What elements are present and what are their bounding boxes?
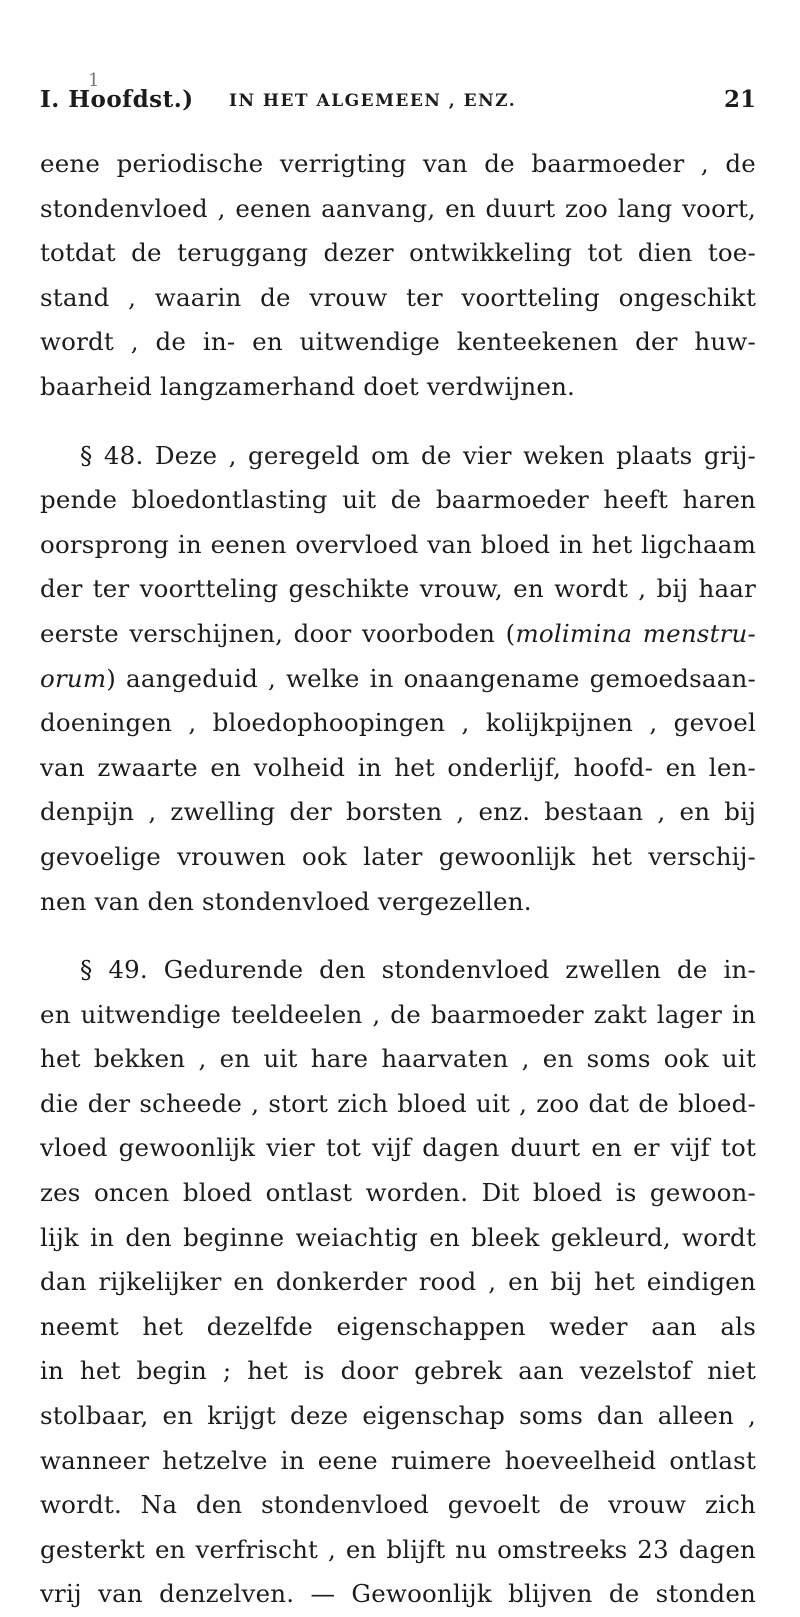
- text-line: en uitwendige teeldeelen , de baarmoeder zakt lager in: [40, 999, 756, 1029]
- page-number: 21: [723, 86, 756, 113]
- text-line: vrij van denzelven. — Gewoonlijk blijven de stonden: [40, 1579, 756, 1609]
- body-text: [40, 142, 756, 1617]
- text-line: wordt , de in- en uitwendige kenteekenen der huw-: [40, 327, 756, 357]
- text-line: § 48. Deze , geregeld om de vier weken plaats grij-: [80, 440, 756, 470]
- chapter-label: I. Hoofdst.): [40, 86, 194, 113]
- text-line: orum) aangeduid , welke in onaangename gemoedsaan-: [40, 663, 756, 693]
- text-line: eerste verschijnen, door voorboden (molimina menstru-: [40, 618, 756, 648]
- text-line: stondenvloed , eenen aanvang, en duurt zoo lang voort,: [40, 193, 756, 223]
- text-line: in het begin ; het is door gebrek aan vezelstof niet: [40, 1356, 756, 1386]
- running-title: IN HET ALGEMEEN , ENZ.: [229, 91, 517, 111]
- text-line: doeningen , bloedophoopingen , kolijkpijnen , gevoel: [40, 708, 756, 738]
- text-line: zes oncen bloed ontlast worden. Dit bloed is gewoon-: [40, 1178, 756, 1208]
- text-line: totdat de teruggang dezer ontwikkeling tot dien toe-: [40, 238, 756, 268]
- text-line: nen van den stondenvloed vergezellen.: [40, 886, 532, 916]
- text-line: baarheid langzamerhand doet verdwijnen.: [40, 371, 576, 401]
- paragraph: [40, 434, 756, 925]
- running-header: [40, 86, 756, 120]
- text-line: stolbaar, en krijgt deze eigenschap soms dan alleen ,: [40, 1401, 756, 1431]
- text-line: denpijn , zwelling der borsten , enz. bestaan , en bij: [40, 797, 756, 827]
- printer-mark: 1: [88, 70, 100, 91]
- text-line: van zwaarte en volheid in het onderlijf, hoofd- en len-: [40, 752, 756, 782]
- text-line: dan rijkelijker en donkerder rood , en bij het eindigen: [40, 1267, 756, 1297]
- text-line: het bekken , en uit hare haarvaten , en soms ook uit: [40, 1044, 756, 1074]
- text-line: gesterkt en verfrischt , en blijft nu omstreeks 23 dagen: [40, 1534, 756, 1564]
- text-line: oorsprong in eenen overvloed van bloed in het ligchaam: [40, 529, 756, 559]
- text-line: lijk in den beginne weiachtig en bleek gekleurd, wordt: [40, 1222, 756, 1252]
- paragraph: [40, 948, 756, 1617]
- text-line: vloed gewoonlijk vier tot vijf dagen duurt en er vijf tot: [40, 1133, 756, 1163]
- text-line: gevoelige vrouwen ook later gewoonlijk het verschij-: [40, 841, 756, 871]
- text-line: wordt. Na den stondenvloed gevoelt de vrouw zich: [40, 1490, 756, 1520]
- paragraph: [40, 142, 756, 410]
- text-line: der ter voortteling geschikte vrouw, en wordt , bij haar: [40, 574, 756, 604]
- text-line: stand , waarin de vrouw ter voortteling ongeschikt: [40, 282, 756, 312]
- text-line: pende bloedontlasting uit de baarmoeder heeft haren: [40, 485, 756, 515]
- text-line: wanneer hetzelve in eene ruimere hoeveelheid ontlast: [40, 1445, 756, 1475]
- text-line: eene periodische verrigting van de baarmoeder , de: [40, 149, 756, 178]
- text-line: neemt het dezelfde eigenschappen weder aan als: [40, 1311, 756, 1341]
- text-line: die der scheede , stort zich bloed uit , zoo dat de bloed-: [40, 1088, 756, 1118]
- text-line: § 49. Gedurende den stondenvloed zwellen de in-: [80, 955, 756, 985]
